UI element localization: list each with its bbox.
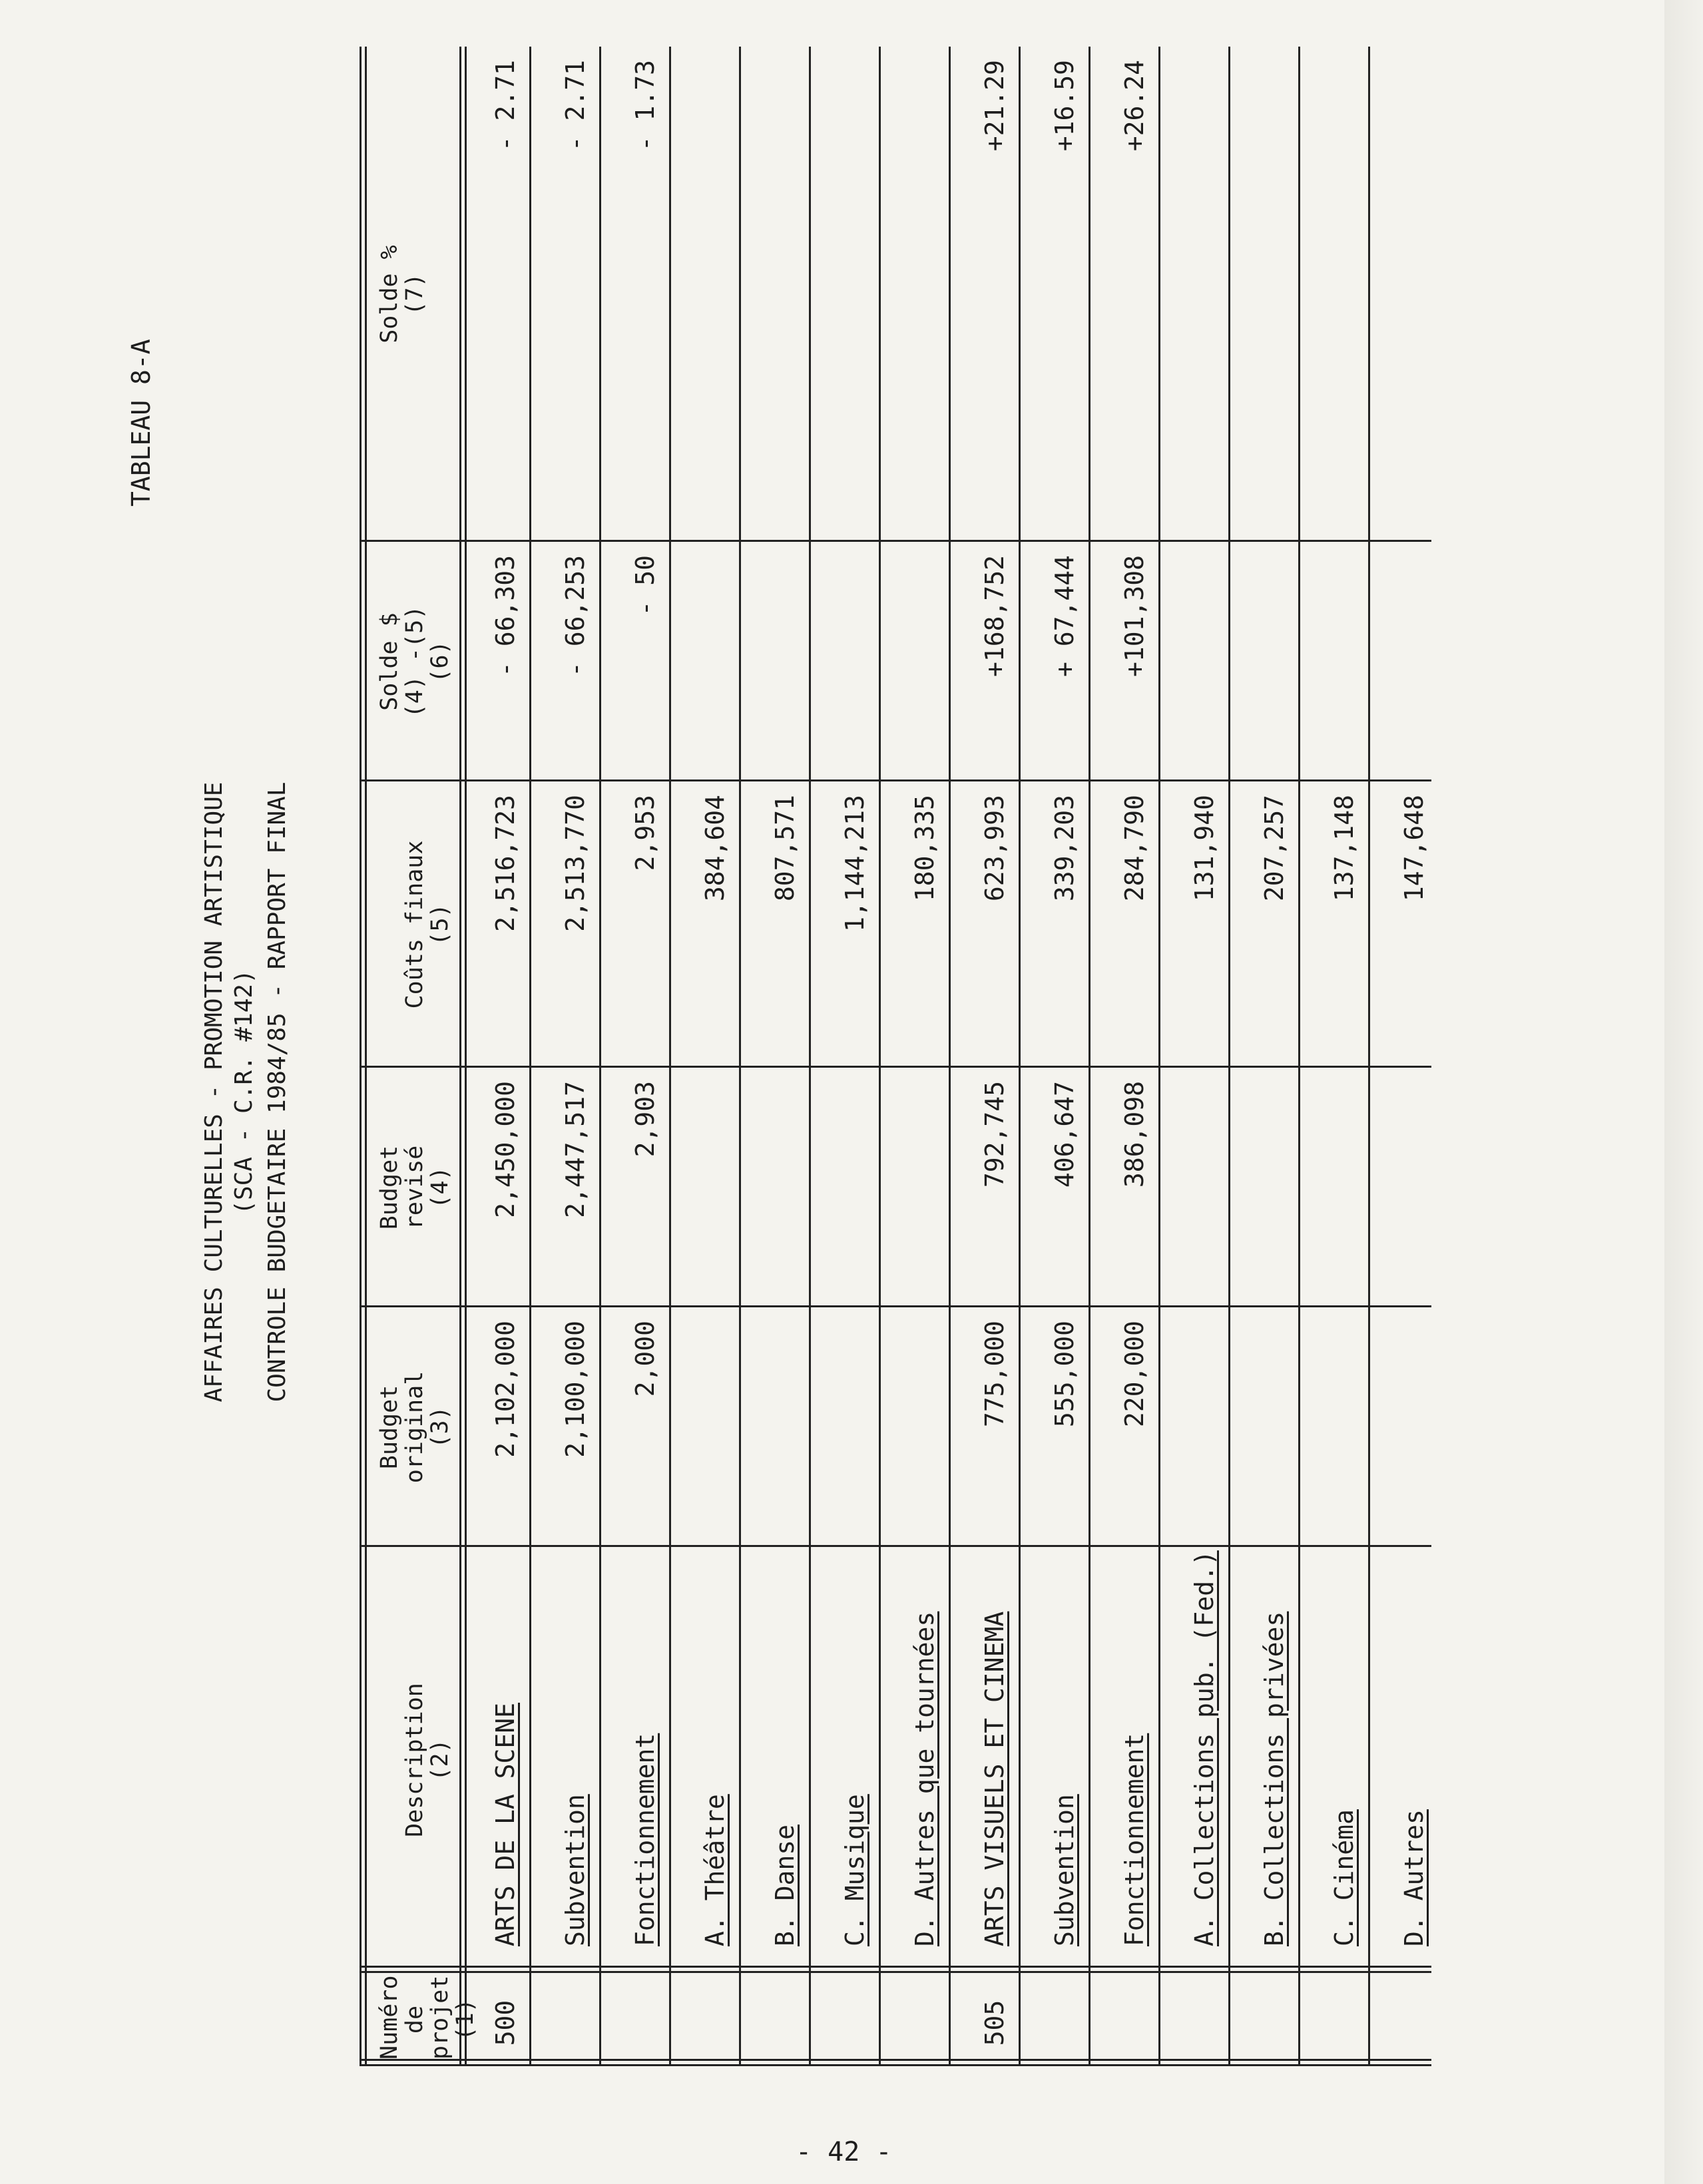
cell-solde: - 66,303: [491, 555, 520, 678]
cell-original: 2,100,000: [561, 1321, 590, 1458]
column-header-line: revisé: [401, 1145, 428, 1230]
cell-description: B. Danse: [770, 1824, 800, 1946]
column-header-line: (3): [427, 1406, 453, 1448]
table-horizontal-rule: [459, 47, 461, 2066]
cell-project: 500: [491, 2000, 520, 2046]
cell-final: 2,513,770: [561, 795, 590, 932]
column-header-line: Solde %: [376, 245, 403, 343]
cell-final: 2,516,723: [491, 795, 520, 932]
cell-pct: +21.29: [980, 60, 1009, 152]
column-header: [377, 1074, 453, 1301]
cell-solde: - 66,253: [561, 555, 590, 678]
cell-original: 2,000: [630, 1321, 660, 1397]
table-vertical-rule: [360, 2064, 1431, 2066]
cell-original: 220,000: [1120, 1321, 1149, 1428]
column-header-line: (2): [427, 1739, 453, 1781]
cell-final: 131,940: [1190, 795, 1219, 902]
cell-final: 137,148: [1330, 795, 1359, 902]
cell-description: C. Cinéma: [1330, 1809, 1359, 1946]
cell-solde: - 50: [630, 555, 660, 616]
cell-final: 284,790: [1120, 795, 1149, 902]
cell-final: 180,335: [910, 795, 939, 902]
column-header-line: original: [401, 1371, 428, 1484]
column-header-line: (4): [427, 1166, 453, 1209]
column-header-line: Budget: [376, 1385, 403, 1470]
table-vertical-rule: [360, 1971, 1431, 1973]
column-header-line: Budget: [376, 1145, 403, 1230]
cell-final: 2,953: [630, 795, 660, 871]
column-header-line: (7): [401, 273, 428, 316]
table-horizontal-rule: [365, 47, 367, 2066]
cell-final: 339,203: [1050, 795, 1079, 902]
table-vertical-rule: [360, 1966, 1431, 1968]
table-horizontal-rule: [739, 47, 741, 2066]
table-horizontal-rule: [1019, 47, 1021, 2066]
column-header: [377, 53, 427, 535]
cell-description: ARTS DE LA SCENE: [491, 1702, 520, 1946]
cell-revised: 792,745: [980, 1081, 1009, 1188]
cell-pct: +26.24: [1120, 60, 1149, 152]
table-horizontal-rule: [1158, 47, 1160, 2066]
column-header: [402, 1554, 453, 1966]
cell-revised: 2,447,517: [561, 1081, 590, 1218]
column-header-line: Numéro: [376, 1975, 403, 2060]
table-horizontal-rule: [1228, 47, 1230, 2066]
cell-original: 555,000: [1050, 1321, 1079, 1428]
tableau-label: TABLEAU 8-A: [126, 339, 156, 507]
cell-original: 775,000: [980, 1321, 1009, 1428]
column-header-line: Description: [401, 1683, 428, 1837]
cell-solde: +168,752: [980, 555, 1009, 678]
table-horizontal-rule: [879, 47, 881, 2066]
title-line-1: AFFAIRES CULTURELLES - PROMOTION ARTISTIQUE: [200, 781, 228, 1403]
cell-solde: +101,308: [1120, 555, 1149, 678]
cell-final: 807,571: [770, 795, 800, 902]
table-horizontal-rule: [1089, 47, 1091, 2066]
table-vertical-rule: [360, 1305, 1431, 1307]
cell-description: D. Autres: [1399, 1809, 1429, 1946]
cell-pct: - 2.71: [561, 60, 590, 152]
cell-final: 207,257: [1260, 795, 1289, 902]
cell-description: A. Théâtre: [700, 1794, 730, 1946]
cell-description: A. Collections pub. (Fed.): [1190, 1550, 1219, 1946]
cell-pct: - 1.73: [630, 60, 660, 152]
cell-pct: - 2.71: [491, 60, 520, 152]
column-header: [402, 788, 453, 1061]
table-horizontal-rule: [465, 47, 467, 2066]
table-vertical-rule: [360, 1545, 1431, 1547]
table-horizontal-rule: [1298, 47, 1300, 2066]
table-horizontal-rule: [669, 47, 671, 2066]
column-header: [377, 548, 453, 775]
cell-final: 384,604: [700, 795, 730, 902]
cell-final: 623,993: [980, 795, 1009, 902]
title-line-2: (SCA - C.R. #142): [230, 969, 258, 1215]
cell-description: C. Musique: [840, 1794, 869, 1946]
cell-final: 147,648: [1399, 795, 1429, 902]
cell-description: D. Autres que tournées: [910, 1611, 939, 1946]
cell-description: Subvention: [561, 1794, 590, 1946]
column-header-line: (6): [427, 640, 453, 683]
cell-solde: + 67,444: [1050, 555, 1079, 678]
table-horizontal-rule: [360, 47, 362, 2066]
column-header-line: (4) -(5): [401, 605, 428, 718]
table-horizontal-rule: [529, 47, 531, 2066]
page-number: - 42 -: [796, 2137, 892, 2167]
cell-revised: 406,647: [1050, 1081, 1079, 1188]
cell-project: 505: [980, 2000, 1009, 2046]
table-vertical-rule: [360, 1066, 1431, 1068]
column-header-line: de projet: [401, 1975, 453, 2060]
table-horizontal-rule: [809, 47, 811, 2066]
column-header-line: (5): [427, 903, 453, 946]
cell-description: Fonctionnement: [630, 1733, 660, 1946]
column-header-line: (1): [452, 1998, 479, 2041]
cell-description: ARTS VISUELS ET CINEMA: [980, 1611, 1009, 1946]
cell-revised: 2,903: [630, 1081, 660, 1158]
table-horizontal-rule: [949, 47, 951, 2066]
cell-revised: 2,450,000: [491, 1081, 520, 1218]
table-vertical-rule: [360, 540, 1431, 542]
cell-final: 1,144,213: [840, 795, 869, 932]
table-horizontal-rule: [599, 47, 601, 2066]
table-horizontal-rule: [1368, 47, 1370, 2066]
cell-description: Fonctionnement: [1120, 1733, 1149, 1946]
cell-description: Subvention: [1050, 1794, 1079, 1946]
table-vertical-rule: [360, 779, 1431, 781]
budget-table: [360, 47, 1431, 2066]
column-header-line: Solde $: [376, 612, 403, 711]
column-header: [377, 1314, 453, 1540]
cell-description: B. Collections privées: [1260, 1611, 1289, 1946]
cell-pct: +16.59: [1050, 60, 1079, 152]
cell-original: 2,102,000: [491, 1321, 520, 1458]
column-header-line: Coûts finaux: [401, 840, 428, 1009]
column-header: [376, 1975, 479, 2060]
cell-revised: 386,098: [1120, 1081, 1149, 1188]
title-line-3: CONTROLE BUDGETAIRE 1984/85 - RAPPORT FINAL: [264, 781, 291, 1403]
